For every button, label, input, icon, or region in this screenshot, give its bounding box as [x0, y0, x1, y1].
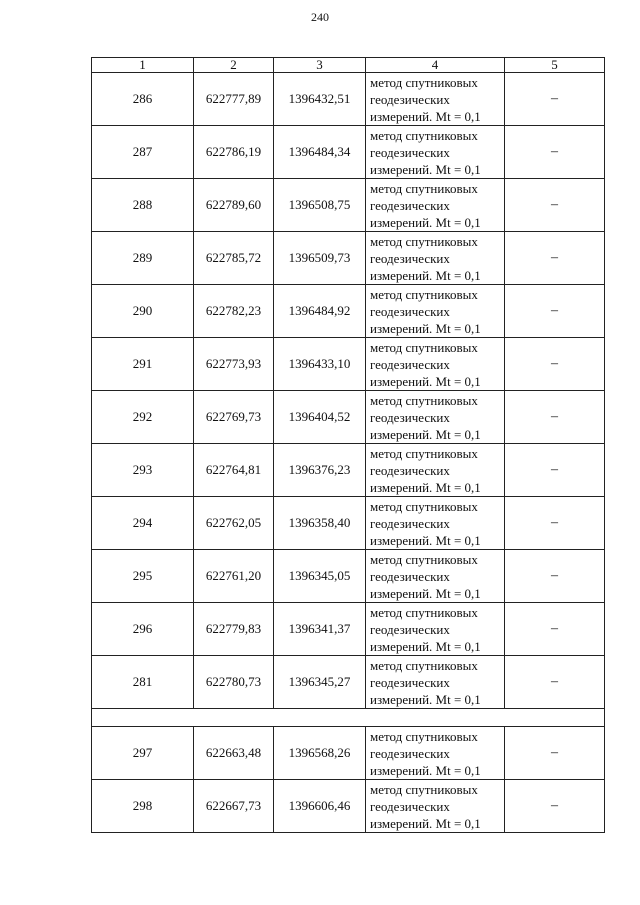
point-number-cell: 286: [92, 73, 194, 126]
point-number-cell: 288: [92, 179, 194, 232]
table-row: [92, 656, 605, 709]
method-line: геодезических: [370, 462, 450, 478]
method-line: измерений. Mt = 0,1: [370, 762, 481, 778]
note-cell: –: [505, 444, 605, 497]
separator-cell: [92, 709, 605, 727]
method-line: геодезических: [370, 356, 450, 372]
method-line: метод спутниковых: [370, 657, 478, 673]
y-coordinate-cell: 1396484,92: [274, 285, 366, 338]
x-coordinate-cell: 622786,19: [194, 126, 274, 179]
point-number-cell: 290: [92, 285, 194, 338]
point-number-cell: 297: [92, 727, 194, 780]
point-number-cell: 293: [92, 444, 194, 497]
method-cell: [366, 656, 505, 709]
table-row: [92, 126, 605, 179]
method-cell: [366, 550, 505, 603]
note-cell: –: [505, 727, 605, 780]
table-row: [92, 232, 605, 285]
note-cell: –: [505, 179, 605, 232]
method-line: геодезических: [370, 91, 450, 107]
header-cell: 2: [194, 58, 274, 73]
table-row: [92, 727, 605, 780]
note-cell: –: [505, 285, 605, 338]
method-cell: [366, 780, 505, 833]
table-row: [92, 603, 605, 656]
method-line: метод спутниковых: [370, 728, 478, 744]
header-cell: 4: [366, 58, 505, 73]
note-cell: –: [505, 780, 605, 833]
y-coordinate-cell: 1396345,27: [274, 656, 366, 709]
method-line: измерений. Mt = 0,1: [370, 532, 481, 548]
table-row: [92, 338, 605, 391]
note-cell: –: [505, 497, 605, 550]
method-line: метод спутниковых: [370, 392, 478, 408]
method-line: геодезических: [370, 250, 450, 266]
method-cell: [366, 285, 505, 338]
note-cell: –: [505, 603, 605, 656]
table-separator-row: [92, 709, 605, 727]
coordinates-table: [91, 57, 605, 833]
method-line: измерений. Mt = 0,1: [370, 691, 481, 707]
point-number-cell: 289: [92, 232, 194, 285]
method-line: метод спутниковых: [370, 498, 478, 514]
y-coordinate-cell: 1396376,23: [274, 444, 366, 497]
point-number-cell: 292: [92, 391, 194, 444]
note-cell: –: [505, 391, 605, 444]
method-line: метод спутниковых: [370, 180, 478, 196]
method-line: метод спутниковых: [370, 127, 478, 143]
method-line: измерений. Mt = 0,1: [370, 161, 481, 177]
x-coordinate-cell: 622773,93: [194, 338, 274, 391]
header-cell: 3: [274, 58, 366, 73]
table-header-row: [92, 58, 605, 73]
method-line: метод спутниковых: [370, 781, 478, 797]
table-row: [92, 285, 605, 338]
x-coordinate-cell: 622785,72: [194, 232, 274, 285]
method-line: измерений. Mt = 0,1: [370, 267, 481, 283]
table-row: [92, 497, 605, 550]
point-number-cell: 296: [92, 603, 194, 656]
y-coordinate-cell: 1396341,37: [274, 603, 366, 656]
table-row: [92, 391, 605, 444]
note-cell: –: [505, 338, 605, 391]
method-line: геодезических: [370, 409, 450, 425]
method-line: измерений. Mt = 0,1: [370, 214, 481, 230]
method-cell: [366, 73, 505, 126]
x-coordinate-cell: 622780,73: [194, 656, 274, 709]
y-coordinate-cell: 1396568,26: [274, 727, 366, 780]
table-row: [92, 179, 605, 232]
method-line: метод спутниковых: [370, 233, 478, 249]
method-line: геодезических: [370, 674, 450, 690]
note-cell: –: [505, 232, 605, 285]
method-line: измерений. Mt = 0,1: [370, 585, 481, 601]
method-cell: [366, 126, 505, 179]
point-number-cell: 298: [92, 780, 194, 833]
method-cell: [366, 727, 505, 780]
y-coordinate-cell: 1396404,52: [274, 391, 366, 444]
page-number: 240: [311, 10, 329, 24]
method-line: метод спутниковых: [370, 551, 478, 567]
x-coordinate-cell: 622663,48: [194, 727, 274, 780]
x-coordinate-cell: 622764,81: [194, 444, 274, 497]
method-line: измерений. Mt = 0,1: [370, 373, 481, 389]
header-cell: 1: [92, 58, 194, 73]
y-coordinate-cell: 1396432,51: [274, 73, 366, 126]
method-line: измерений. Mt = 0,1: [370, 108, 481, 124]
note-cell: –: [505, 73, 605, 126]
table-row: [92, 550, 605, 603]
method-line: измерений. Mt = 0,1: [370, 320, 481, 336]
point-number-cell: 294: [92, 497, 194, 550]
method-line: измерений. Mt = 0,1: [370, 426, 481, 442]
method-cell: [366, 391, 505, 444]
method-line: геодезических: [370, 515, 450, 531]
point-number-cell: 291: [92, 338, 194, 391]
method-line: геодезических: [370, 621, 450, 637]
method-line: измерений. Mt = 0,1: [370, 479, 481, 495]
method-line: метод спутниковых: [370, 286, 478, 302]
note-cell: –: [505, 550, 605, 603]
x-coordinate-cell: 622782,23: [194, 285, 274, 338]
x-coordinate-cell: 622769,73: [194, 391, 274, 444]
method-cell: [366, 603, 505, 656]
note-cell: –: [505, 656, 605, 709]
method-line: геодезических: [370, 568, 450, 584]
method-line: геодезических: [370, 197, 450, 213]
method-line: геодезических: [370, 745, 450, 761]
method-line: метод спутниковых: [370, 74, 478, 90]
x-coordinate-cell: 622667,73: [194, 780, 274, 833]
table-row: [92, 780, 605, 833]
table-row: [92, 73, 605, 126]
y-coordinate-cell: 1396509,73: [274, 232, 366, 285]
y-coordinate-cell: 1396433,10: [274, 338, 366, 391]
x-coordinate-cell: 622761,20: [194, 550, 274, 603]
x-coordinate-cell: 622779,83: [194, 603, 274, 656]
x-coordinate-cell: 622762,05: [194, 497, 274, 550]
method-cell: [366, 179, 505, 232]
method-line: геодезических: [370, 303, 450, 319]
y-coordinate-cell: 1396508,75: [274, 179, 366, 232]
method-line: метод спутниковых: [370, 339, 478, 355]
point-number-cell: 295: [92, 550, 194, 603]
method-cell: [366, 232, 505, 285]
method-cell: [366, 338, 505, 391]
method-line: метод спутниковых: [370, 445, 478, 461]
point-number-cell: 281: [92, 656, 194, 709]
y-coordinate-cell: 1396358,40: [274, 497, 366, 550]
method-cell: [366, 497, 505, 550]
table-row: [92, 444, 605, 497]
method-line: геодезических: [370, 144, 450, 160]
method-line: метод спутниковых: [370, 604, 478, 620]
point-number-cell: 287: [92, 126, 194, 179]
y-coordinate-cell: 1396345,05: [274, 550, 366, 603]
method-line: геодезических: [370, 798, 450, 814]
header-cell: 5: [505, 58, 605, 73]
note-cell: –: [505, 126, 605, 179]
method-cell: [366, 444, 505, 497]
x-coordinate-cell: 622777,89: [194, 73, 274, 126]
method-line: измерений. Mt = 0,1: [370, 815, 481, 831]
y-coordinate-cell: 1396606,46: [274, 780, 366, 833]
x-coordinate-cell: 622789,60: [194, 179, 274, 232]
method-line: измерений. Mt = 0,1: [370, 638, 481, 654]
y-coordinate-cell: 1396484,34: [274, 126, 366, 179]
